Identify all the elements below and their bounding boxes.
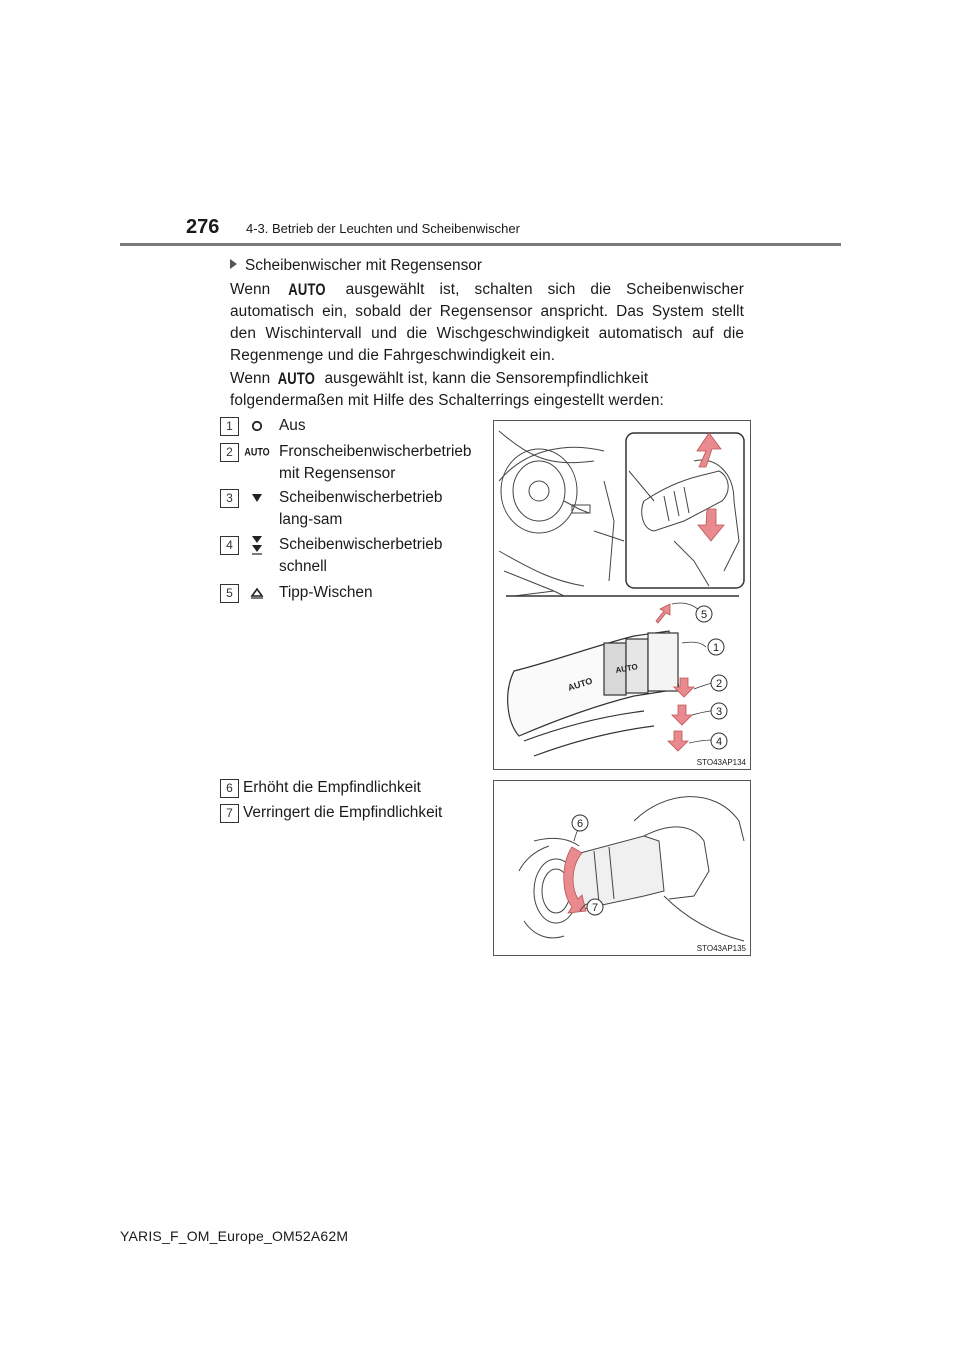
item-text: Fronscheibenwischerbetrieb mit Regensensor bbox=[279, 443, 472, 482]
tap-wipe-arrow-icon bbox=[656, 604, 670, 623]
subsection-title-text: Scheibenwischer mit Regensensor bbox=[245, 257, 482, 274]
document-id: YARIS_F_OM_Europe_OM52A62M bbox=[120, 1228, 349, 1244]
section-title: 4-3. Betrieb der Leuchten und Scheibenwischer bbox=[246, 221, 520, 236]
item-text: Aus bbox=[279, 417, 306, 434]
auto-icon: AUTO bbox=[244, 446, 270, 458]
sensitivity-ring-figure bbox=[493, 780, 751, 956]
double-triangle-down-icon bbox=[242, 535, 272, 555]
figure-code: STO43AP135 bbox=[696, 944, 746, 953]
auto-icon: AUTO bbox=[277, 369, 316, 388]
triangle-down-icon bbox=[242, 488, 272, 508]
callout-number: 7 bbox=[220, 804, 239, 823]
figure-code: STO43AP134 bbox=[696, 758, 746, 767]
callout-7: 7 bbox=[591, 902, 599, 914]
callout-2: 2 bbox=[715, 678, 723, 690]
auto-icon: AUTO bbox=[288, 280, 326, 299]
paragraph-sensitivity: Wenn AUTO ausgewählt ist, kann die Sensorempfindlichkeit folgendermaßen mit Hilfe des Schalterrings eingestellt werden: bbox=[230, 368, 744, 412]
header-divider bbox=[120, 243, 841, 246]
item-text: Erhöht die Empfindlichkeit bbox=[243, 779, 421, 796]
callout-number: 5 bbox=[220, 584, 239, 603]
callout-6: 6 bbox=[576, 818, 584, 830]
item-text: Scheibenwischerbetrieb lang-sam bbox=[279, 489, 443, 528]
callout-number: 2 bbox=[220, 443, 239, 462]
callout-number: 6 bbox=[220, 779, 239, 798]
subsection-title bbox=[230, 257, 482, 275]
item-text: Tipp-Wischen bbox=[279, 584, 373, 601]
wiper-lever-figure bbox=[493, 420, 751, 770]
triangle-up-outline-icon bbox=[242, 583, 272, 603]
bullet-triangle-icon bbox=[230, 259, 237, 269]
lever-auto-label: AUTO bbox=[566, 675, 594, 693]
paragraph-auto-description: Wenn AUTO ausgewählt ist, schalten sich die Scheibenwischer automatisch ein, sobald der Regensensor anspricht. Das System stellt den Wischintervall und die Wischgeschwindigkeit automatisch auf die Regenmenge und die Fahrgeschwindigkeit ein. bbox=[230, 279, 744, 367]
page-number: 276 bbox=[186, 216, 220, 238]
callout-number: 1 bbox=[220, 417, 239, 436]
item-text: Scheibenwischerbetrieb schnell bbox=[279, 536, 443, 575]
item-text: Verringert die Empfindlichkeit bbox=[243, 804, 443, 821]
circle-off-icon bbox=[242, 416, 272, 436]
callout-number: 3 bbox=[220, 489, 239, 508]
callout-3: 3 bbox=[715, 706, 723, 718]
callout-4: 4 bbox=[715, 736, 723, 748]
callout-5: 5 bbox=[700, 609, 708, 621]
lever-ring-auto-label: AUTO bbox=[614, 662, 639, 675]
callout-1: 1 bbox=[712, 642, 720, 654]
callout-number: 4 bbox=[220, 536, 239, 555]
